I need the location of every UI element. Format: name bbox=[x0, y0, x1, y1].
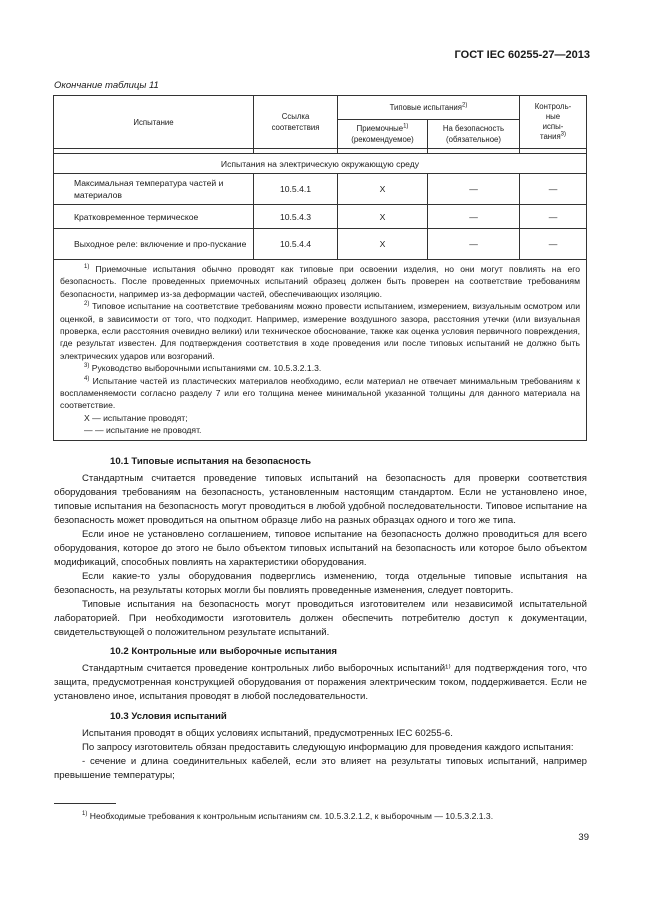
section-row: Испытания на электрическую окружающую среду bbox=[54, 154, 587, 174]
row-control: — bbox=[520, 174, 587, 205]
header-control: Контроль- ные испы- тания$^{3)}$ bbox=[520, 96, 587, 149]
legend-dash: — — испытание не проводят. bbox=[84, 425, 202, 436]
table-note: $^{2)}$ Типовое испытание на соответствие требованиям можно провести испытанием, измерением, визуальным осмотром или оценкой, в зависимости от того, что подходит. Например, измерение воздушного зазора, расстояния утечки (или визуальная проверка, если расстояния очевидно велики) или техническое обоснование, также как оценка условия первичного повреждения, где результат известен. Для подтверждения соответствия в ходе проведения или после типовых испытаний не должно быть электрических ударов или возгораний. bbox=[60, 301, 580, 361]
paragraph: Типовые испытания на безопасность могут проводиться изготовителем или независимой испытательной лабораторией. При необходимости изготовитель должен обеспечить потребителю доступ к документации, свидетельствующей о положительном результате испытаний. bbox=[54, 599, 587, 638]
table-note: $^{3)}$ Руководство выборочными испытаниями см. 10.5.3.2.1.3. bbox=[84, 363, 322, 374]
row-accept: Х bbox=[338, 174, 428, 205]
section-heading: 10.1 Типовые испытания на безопасность bbox=[110, 456, 312, 467]
row-ref: 10.5.4.4 bbox=[254, 229, 338, 260]
table-note: $^{4)}$ Испытание частей из пластических материалов необходимо, если материал не отвечает минимальным требованиям к воспламеняемости согласно разделу 7 или его толщина менее минимальной указанной толщины для данного материала на соответствие. bbox=[60, 375, 581, 411]
section-10-2 bbox=[54, 645, 587, 704]
table-note: $^{1)}$ Приемочные испытания обычно проводят как типовые при освоении изделия, но они могут повлиять на его безопасность. После проведенных приемочных испытаний образец должен быть проверен на соответствие требованиям безопасности, например из-за деформации частей, обеспечивающих изоляцию. bbox=[60, 264, 580, 299]
paragraph: Если какие-то узлы оборудования подверглись изменению, тогда отдельные типовые испытания на безопасность, на результаты которых могли бы повлиять проведенные изменения, следует повторить. bbox=[54, 571, 587, 596]
header-test: Испытание bbox=[54, 96, 254, 149]
row-name: Выходное реле: включение и про-пускание bbox=[54, 229, 254, 260]
table-caption: Окончание таблицы 11 bbox=[54, 80, 159, 91]
document-header: ГОСТ IEC 60255-27—2013 bbox=[454, 49, 590, 61]
table-row bbox=[54, 205, 587, 229]
header-accept: Приемочные$^{1)}$ (рекомендуемое) bbox=[338, 120, 428, 149]
paragraph: Испытания проводят в общих условиях испытаний, предусмотренных IEC 60255-6. bbox=[82, 728, 453, 739]
section-heading: 10.3 Условия испытаний bbox=[110, 711, 227, 722]
row-safety: — bbox=[428, 174, 520, 205]
table-row bbox=[54, 174, 587, 205]
test-table bbox=[53, 95, 587, 441]
row-ref: 10.5.4.3 bbox=[254, 205, 338, 229]
section-heading: 10.2 Контрольные или выборочные испытания bbox=[110, 646, 338, 657]
table-notes bbox=[54, 260, 587, 441]
row-accept: Х bbox=[338, 229, 428, 260]
row-name: Кратковременное термическое bbox=[54, 205, 254, 229]
row-control: — bbox=[520, 229, 587, 260]
header-ref: Ссылка соответствия bbox=[254, 96, 338, 149]
paragraph: - сечение и длина соединительных кабелей, если это влияет на результаты типовых испытаний, например превышение температуры; bbox=[54, 756, 587, 781]
row-name: Максимальная температура частей и материалов bbox=[54, 174, 254, 205]
footnote-divider bbox=[54, 803, 116, 804]
section-10-1 bbox=[54, 455, 587, 640]
row-ref: 10.5.4.1 bbox=[254, 174, 338, 205]
paragraph: Стандартным считается проведение контрольных либо выборочных испытаний¹⁾ для подтверждения того, что защита, предусмотренная конструкцией оборудования от поражения электрическим током, поддерживается. Если не установлено иное, испытания проводят в любой последовательности. bbox=[54, 663, 587, 702]
paragraph: Стандартным считается проведение типовых испытаний на безопасность для проверки соответствия оборудования требованиям на безопасность, установленным настоящим стандартом. Если не установлено иное, типовые испытания на безопасность могут проводиться в любой удобной последовательности. Типовое испытание на безопасность может проводиться на опытном образце либо на разных образцах одного и того же типа. bbox=[54, 473, 587, 526]
row-safety: — bbox=[428, 229, 520, 260]
row-control: — bbox=[520, 205, 587, 229]
legend-x: Х — испытание проводят; bbox=[84, 412, 188, 423]
paragraph: Если иное не установлено соглашением, типовое испытание на безопасность должно проводиться для всего оборудования, которое до этого не было объектом типовых испытаний на безопасность или которое было объектом модификаций, способных повлиять на характеристики оборудования. bbox=[54, 529, 587, 568]
section-10-3 bbox=[54, 710, 587, 783]
header-safety: На безопасность (обязательное) bbox=[428, 120, 520, 149]
paragraph: По запросу изготовитель обязан предоставить следующую информацию для проведения каждого испытания: bbox=[82, 742, 574, 753]
footnote: $^{1)}$ Необходимые требования к контрольным испытаниям см. 10.5.3.2.1.2, к выборочным — 10.5.3.2.1.3. bbox=[82, 811, 494, 821]
row-safety: — bbox=[428, 205, 520, 229]
page-number: 39 bbox=[578, 832, 589, 843]
header-type-tests: Типовые испытания$^{2)}$ bbox=[338, 96, 520, 120]
table-row bbox=[54, 229, 587, 260]
row-accept: Х bbox=[338, 205, 428, 229]
